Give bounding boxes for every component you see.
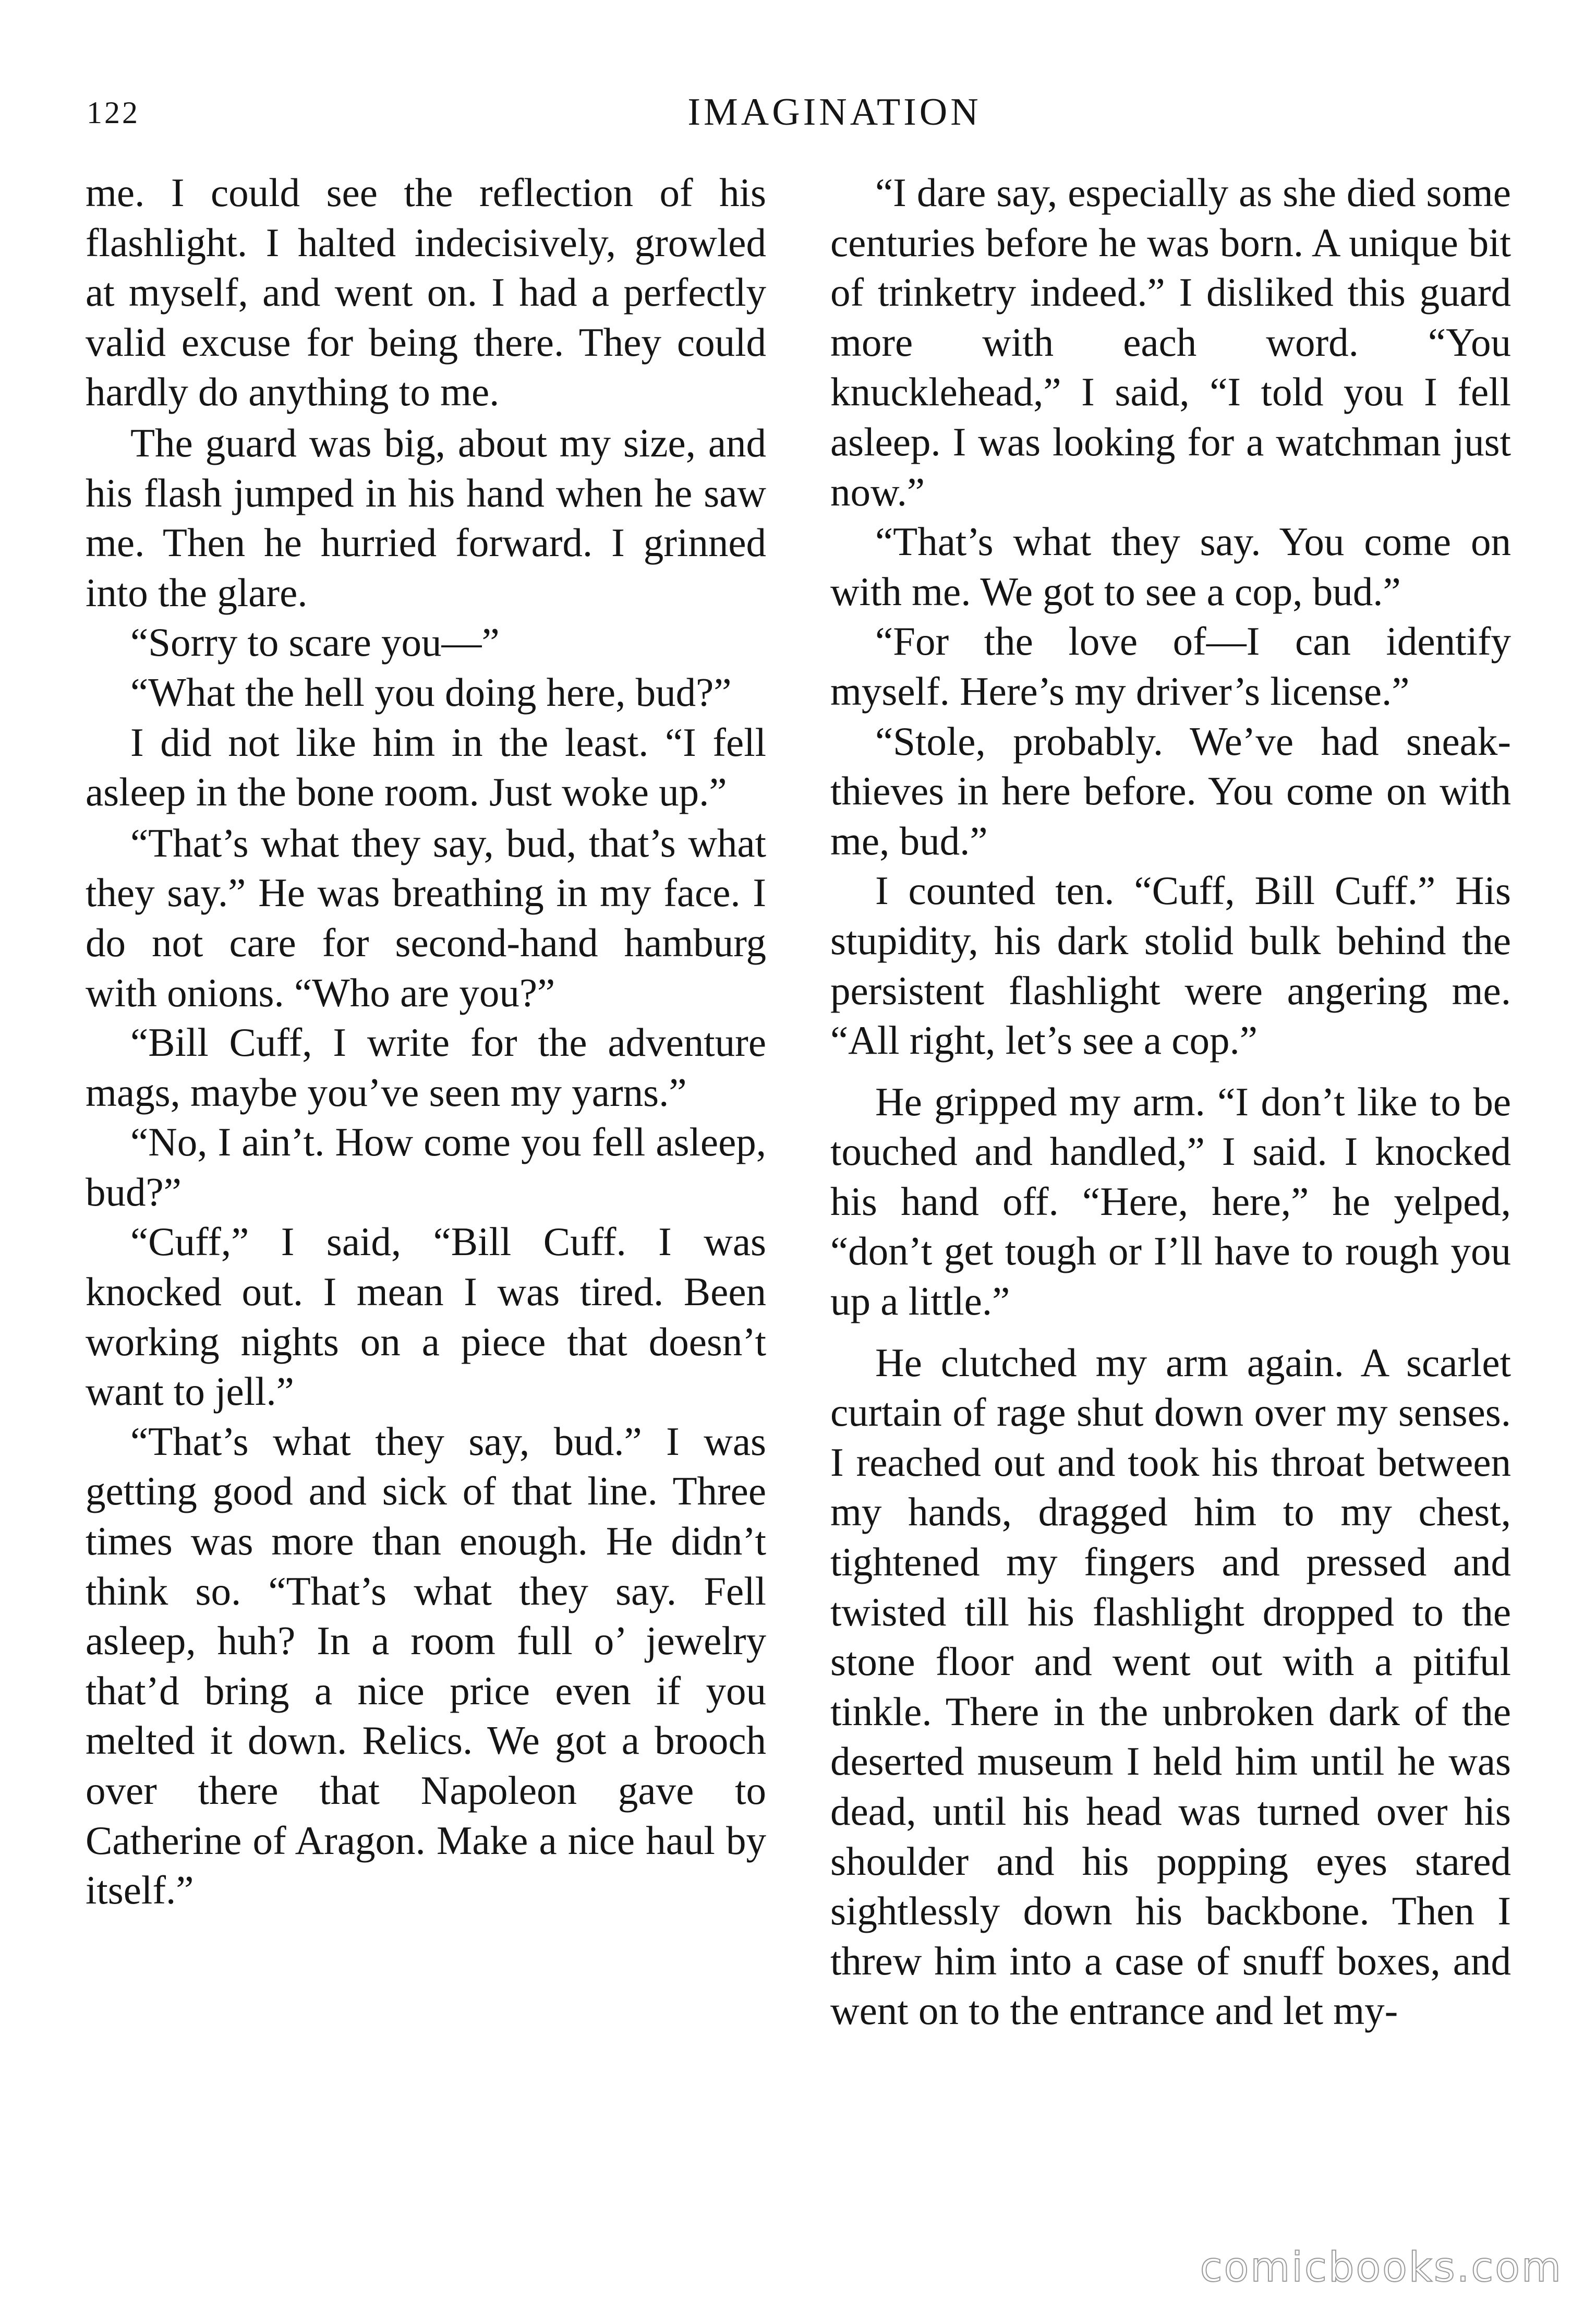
watermark: comicbooks.com bbox=[1200, 2244, 1563, 2291]
paragraph: “That’s what they say, bud.” I was getting good and sick of that line. Three times was more than enough. He didn’t think so. “That’s what they say. Fell asleep, huh? In a room full o’ jewelry that’d bring a nice price even if you melted it down. Relics. We got a brooch over there that Napoleon gave to Catherine of Aragon. Make a nice haul by itself.” bbox=[86, 1418, 766, 1913]
paragraph: “That’s what they say. You come on with me. We got to see a cop, bud.” bbox=[830, 519, 1511, 614]
left-text-column bbox=[86, 168, 766, 1916]
paragraph: I counted ten. “Cuff, Bill Cuff.” His stupidity, his dark stolid bulk behind the persistent flashlight were angering me. “All right, let’s see a cop.” bbox=[830, 868, 1511, 1063]
paragraph: “Cuff,” I said, “Bill Cuff. I was knocked out. I mean I was tired. Been working nights on a piece that doesn’t want to jell.” bbox=[86, 1219, 766, 1414]
paragraph: “For the love of—I can identify myself. Here’s my driver’s license.” bbox=[830, 619, 1511, 714]
paragraph: “I dare say, especially as she died some centuries before he was born. A unique bit of trinketry indeed.” I disliked this guard more with each word. “You knucklehead,” I said, “I told you I fell asleep. I was looking for a watchman just now.” bbox=[830, 170, 1511, 514]
paragraph: “Bill Cuff, I write for the adventure mags, maybe you’ve seen my yarns.” bbox=[86, 1020, 766, 1115]
paragraph: “Stole, probably. We’ve had sneak-thieves in here before. You come on with me, bud.” bbox=[830, 718, 1511, 863]
paragraph: He gripped my arm. “I don’t like to be touched and handled,” I said. I knocked his hand off. “Here, here,” he yelped, “don’t get tough or I’ll have to rough you up a little.” bbox=[830, 1079, 1511, 1324]
paragraph: me. I could see the reflection of his flashlight. I halted indecisively, growled at myself, and went on. I had a perfectly valid excuse for being there. They could hardly do anything to me. bbox=[86, 170, 766, 415]
paragraph: “What the hell you doing here, bud?” bbox=[130, 669, 732, 715]
paragraph: I did not like him in the least. “I fell asleep in the bone room. Just woke up.” bbox=[86, 719, 766, 815]
paragraph: “Sorry to scare you—” bbox=[130, 620, 500, 665]
paragraph: “No, I ain’t. How come you fell asleep, bud?” bbox=[86, 1119, 766, 1214]
paragraph: “That’s what they say, bud, that’s what they say.” He was breathing in my face. I do not care for second-hand hamburg with onions. “Who are you?” bbox=[86, 820, 766, 1015]
page-number: 122 bbox=[87, 95, 140, 130]
paragraph: He clutched my arm again. A scarlet curtain of rage shut down over my senses. I reached out and took his throat between my hands, dragged him to my chest, tightened my fingers and pressed and twisted till his flashlight dropped to the stone floor and went out with a pitiful tinkle. There in the unbroken dark of the deserted museum I held him until he was dead, until his head was turned over his shoulder and his popping eyes stared sightlessly down his backbone. Then I threw him into a case of snuff boxes, and went on to the entrance and let my- bbox=[830, 1340, 1511, 2033]
running-title: IMAGINATION bbox=[687, 91, 982, 134]
right-text-column bbox=[830, 168, 1511, 2036]
paragraph: The guard was big, about my size, and his flash jumped in his hand when he saw me. Then he hurried forward. I grinned into the glare. bbox=[86, 420, 766, 615]
